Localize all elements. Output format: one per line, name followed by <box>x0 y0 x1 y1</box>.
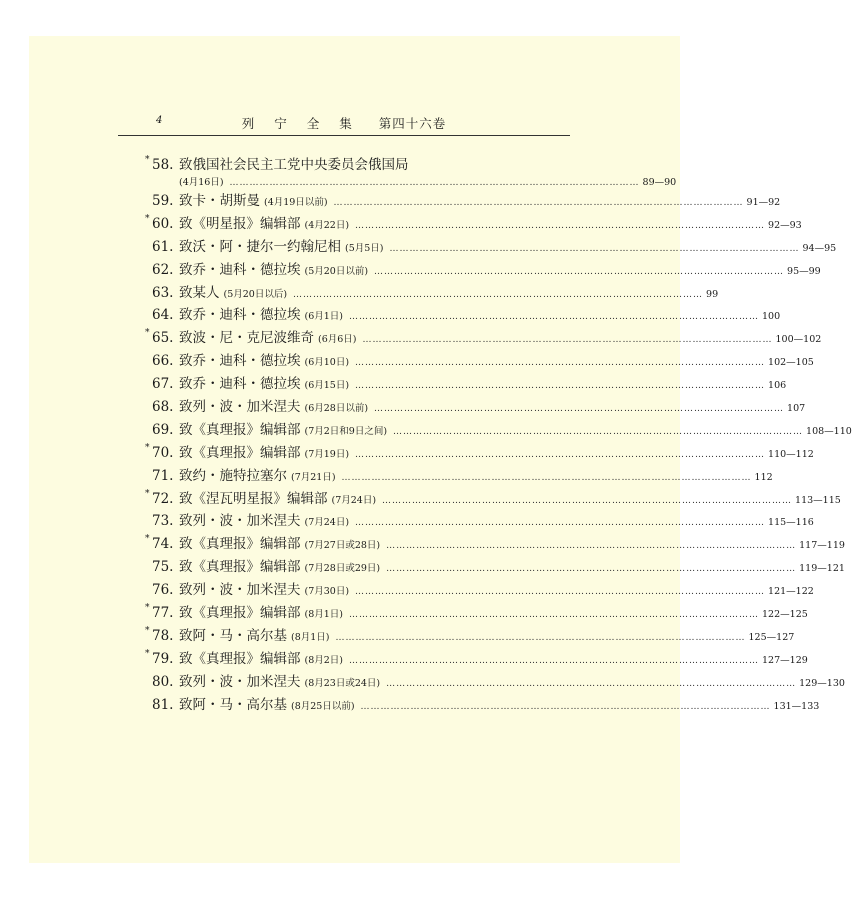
entry-title: 致乔・迪科・德拉埃 <box>179 376 301 393</box>
dot-leader: …………………………………………………………………………………………………………… <box>386 564 797 575</box>
toc-entry[interactable] <box>145 284 719 307</box>
entry-number: 76. <box>152 582 174 599</box>
entry-pages: 125—127 <box>748 631 795 643</box>
entry-pages: 121—122 <box>768 586 814 598</box>
entry-number: 70. <box>152 444 174 461</box>
entry-number: 71. <box>152 467 174 484</box>
entry-title: 致列・波・加米涅夫 <box>179 673 301 690</box>
entry-number: 67. <box>152 376 174 393</box>
entry-number: 72. <box>152 490 174 507</box>
dot-leader: …………………………………………………………………………………………………………… <box>355 381 766 392</box>
entry-pages: 107 <box>787 403 806 415</box>
entry-title: 致《真理报》编辑部 <box>179 559 301 576</box>
dot-leader: …………………………………………………………………………………………………………… <box>374 266 785 277</box>
toc-entry[interactable] <box>145 155 677 192</box>
entry-title: 致《涅瓦明星报》编辑部 <box>179 490 328 507</box>
annotation-mark: * <box>145 625 150 636</box>
entry-number: 66. <box>152 353 174 370</box>
entry-title: 致沃・阿・捷尔一约翰尼相 <box>179 238 341 255</box>
entry-title: 致乔・迪科・德拉埃 <box>179 353 301 370</box>
entry-date: (6月6日) <box>318 334 357 346</box>
entry-pages: 102—105 <box>768 357 814 369</box>
entry-pages: 89—90 <box>642 177 677 188</box>
entry-pages: 99 <box>706 288 719 300</box>
entry-date: (8月2日) <box>304 654 344 666</box>
entry-date: (8月1日) <box>291 631 330 643</box>
entry-number: 63. <box>152 284 174 301</box>
title-part: 全 <box>306 116 321 131</box>
entry-number: 73. <box>152 513 174 530</box>
annotation-mark: * <box>145 603 150 614</box>
dot-leader: …………………………………………………………………………………………………………… <box>393 426 804 437</box>
entry-title: 致列・波・加米涅夫 <box>179 399 301 416</box>
toc-entry[interactable] <box>145 673 845 696</box>
entry-pages: 129—130 <box>799 677 845 689</box>
entry-date: (6月15日) <box>304 380 350 392</box>
entry-pages: 92—93 <box>768 219 802 231</box>
toc-entry[interactable] <box>145 534 845 558</box>
running-header <box>118 113 570 136</box>
toc-entry[interactable] <box>145 581 814 604</box>
entry-pages: 100—102 <box>775 334 822 346</box>
entry-title: 致列・波・加米涅夫 <box>179 582 301 599</box>
dot-leader: …………………………………………………………………………………………………………… <box>355 518 766 529</box>
entry-title: 致《真理报》编辑部 <box>179 444 301 461</box>
toc-entry[interactable] <box>145 213 802 238</box>
entry-number: 68. <box>152 399 174 416</box>
toc-entry[interactable] <box>145 558 845 581</box>
toc-entry[interactable] <box>145 352 814 375</box>
entry-pages: 108—110 <box>806 425 852 437</box>
dot-leader: …………………………………………………………………………………………………………… <box>293 289 704 300</box>
entry-pages: 95—99 <box>787 265 821 277</box>
annotation-mark: * <box>145 442 150 453</box>
entry-number: 77. <box>152 605 174 622</box>
entry-title: 致阿・马・高尔基 <box>179 696 287 713</box>
entry-title: 致《真理报》编辑部 <box>179 536 301 553</box>
entry-date: (7月30日) <box>304 586 350 598</box>
table-of-contents <box>145 155 852 718</box>
entry-number: 60. <box>152 215 174 232</box>
entry-date: (7月27日或28日) <box>304 540 381 552</box>
dot-leader: …………………………………………………………………………………………………………… <box>341 472 752 483</box>
toc-entry[interactable] <box>145 625 795 650</box>
dot-leader: …………………………………………………………………………………………………………… <box>374 404 785 415</box>
entry-pages: 113—115 <box>795 494 841 506</box>
entry-title: 致约・施特拉塞尔 <box>179 467 287 484</box>
annotation-mark: * <box>145 155 150 165</box>
toc-entry[interactable] <box>145 192 781 215</box>
entry-date: (6月10日) <box>304 357 350 369</box>
dot-leader: …………………………………………………………………………………………………………… <box>386 678 797 689</box>
entry-number: 81. <box>152 696 174 713</box>
entry-date: (6月28日以前) <box>304 403 369 415</box>
entry-title: 致《真理报》编辑部 <box>179 421 301 438</box>
toc-entry[interactable] <box>145 467 773 490</box>
entry-date: (7月19日) <box>304 448 350 460</box>
toc-entry[interactable] <box>145 648 808 673</box>
entry-title: 致《真理报》编辑部 <box>179 650 301 667</box>
annotation-mark: * <box>145 328 150 339</box>
toc-entry[interactable] <box>145 421 852 444</box>
entry-date: (7月21日) <box>291 471 336 483</box>
entry-title: 致波・尼・克尼波维奇 <box>179 330 314 347</box>
title-part: 宁 <box>274 116 288 131</box>
dot-leader: …………………………………………………………………………………………………………… <box>355 220 766 231</box>
entry-number: 75. <box>152 559 174 576</box>
dot-leader: …………………………………………………………………………………………………………… <box>355 587 766 598</box>
entry-date: (7月2日和9日之间) <box>304 425 388 437</box>
entry-date: (8月23日或24日) <box>304 677 381 689</box>
dot-leader: …………………………………………………………………………………………………………… <box>382 495 793 506</box>
toc-entry[interactable] <box>145 603 808 627</box>
entry-number: 62. <box>152 261 174 278</box>
toc-entry[interactable] <box>145 696 820 719</box>
toc-entry[interactable] <box>145 306 781 329</box>
toc-entry[interactable] <box>145 398 806 421</box>
entry-title: 致俄国社会民主工党中央委员会俄国局 <box>179 157 409 173</box>
dot-leader: …………………………………………………………………………………………………………… <box>360 701 771 712</box>
entry-pages: 122—125 <box>762 609 808 621</box>
entry-pages: 100 <box>762 311 781 323</box>
entry-date: (7月28日或29日) <box>304 563 381 575</box>
dot-leader: …………………………………………………………………………………………………………… <box>389 243 800 254</box>
entry-number: 65. <box>152 330 174 347</box>
toc-entry[interactable] <box>145 375 787 398</box>
entry-number: 74. <box>152 536 174 553</box>
entry-number: 79. <box>152 650 174 667</box>
dot-leader: …………………………………………………………………………………………………………… <box>333 198 744 208</box>
dot-leader: …………………………………………………………………………………………………………… <box>335 632 746 643</box>
entry-number: 69. <box>152 421 174 438</box>
annotation-mark: * <box>145 648 150 659</box>
entry-number: 61. <box>152 238 174 255</box>
entry-title: 致某人 <box>179 284 220 301</box>
entry-title: 致阿・马・高尔基 <box>179 627 287 644</box>
entry-pages: 110—112 <box>768 448 814 460</box>
title-part: 第四十六卷 <box>378 116 447 131</box>
entry-pages: 117—119 <box>799 540 845 552</box>
entry-number: 58. <box>152 157 174 173</box>
entry-title: 致乔・迪科・德拉埃 <box>179 261 301 278</box>
entry-pages: 112 <box>754 471 773 483</box>
entry-date: (7月24日) <box>304 517 350 529</box>
entry-date: (5月20日以后) <box>223 288 288 300</box>
entry-pages: 91—92 <box>746 197 781 208</box>
toc-entry[interactable] <box>145 442 814 467</box>
entry-number: 59. <box>152 193 174 209</box>
entry-date: (4月19日以前) <box>264 197 328 208</box>
annotation-mark: * <box>145 213 150 224</box>
entry-date: (7月24日) <box>331 494 377 506</box>
entry-pages: 94—95 <box>802 242 837 254</box>
entry-date: (4月16日) <box>179 177 224 188</box>
entry-title: 致列・波・加米涅夫 <box>179 513 301 530</box>
entry-pages: 115—116 <box>768 517 814 529</box>
entry-pages: 106 <box>768 380 787 392</box>
entry-title: 致卡・胡斯曼 <box>179 193 260 209</box>
toc-entry[interactable] <box>145 512 814 535</box>
entry-pages: 119—121 <box>799 563 845 575</box>
entry-date: (8月25日以前) <box>291 700 355 712</box>
entry-title: 致乔・迪科・德拉埃 <box>179 307 301 324</box>
entry-pages: 131—133 <box>773 700 820 712</box>
annotation-mark: * <box>145 488 150 499</box>
dot-leader: …………………………………………………………………………………………………………… <box>349 610 760 621</box>
dot-leader: …………………………………………………………………………………………………………… <box>349 312 760 323</box>
entry-date: (4月22日) <box>304 219 350 231</box>
title-part: 列 <box>241 116 256 131</box>
running-title <box>118 114 570 132</box>
annotation-mark: * <box>145 534 150 545</box>
title-part: 集 <box>339 116 353 131</box>
dot-leader: …………………………………………………………………………………………………………… <box>349 655 760 666</box>
toc-entry[interactable] <box>145 328 822 352</box>
entry-pages: 127—129 <box>762 654 808 666</box>
dot-leader: …………………………………………………………………………………………………………… <box>355 449 766 460</box>
toc-entry[interactable] <box>145 238 837 261</box>
toc-entry[interactable] <box>145 261 821 284</box>
dot-leader: …………………………………………………………………………………………………………… <box>229 178 640 188</box>
entry-number: 80. <box>152 673 174 690</box>
entry-date: (6月1日) <box>304 311 344 323</box>
entry-date: (5月5日) <box>345 242 384 254</box>
dot-leader: …………………………………………………………………………………………………………… <box>386 541 797 552</box>
entry-date: (8月1日) <box>304 609 344 621</box>
toc-entry[interactable] <box>145 488 841 513</box>
entry-number: 64. <box>152 307 174 324</box>
entry-title: 致《真理报》编辑部 <box>179 605 301 622</box>
dot-leader: …………………………………………………………………………………………………………… <box>362 335 773 346</box>
entry-number: 78. <box>152 627 174 644</box>
entry-title: 致《明星报》编辑部 <box>179 215 301 232</box>
page-number: 4 <box>156 115 163 126</box>
entry-date: (5月20日以前) <box>304 265 369 277</box>
dot-leader: …………………………………………………………………………………………………………… <box>355 358 766 369</box>
